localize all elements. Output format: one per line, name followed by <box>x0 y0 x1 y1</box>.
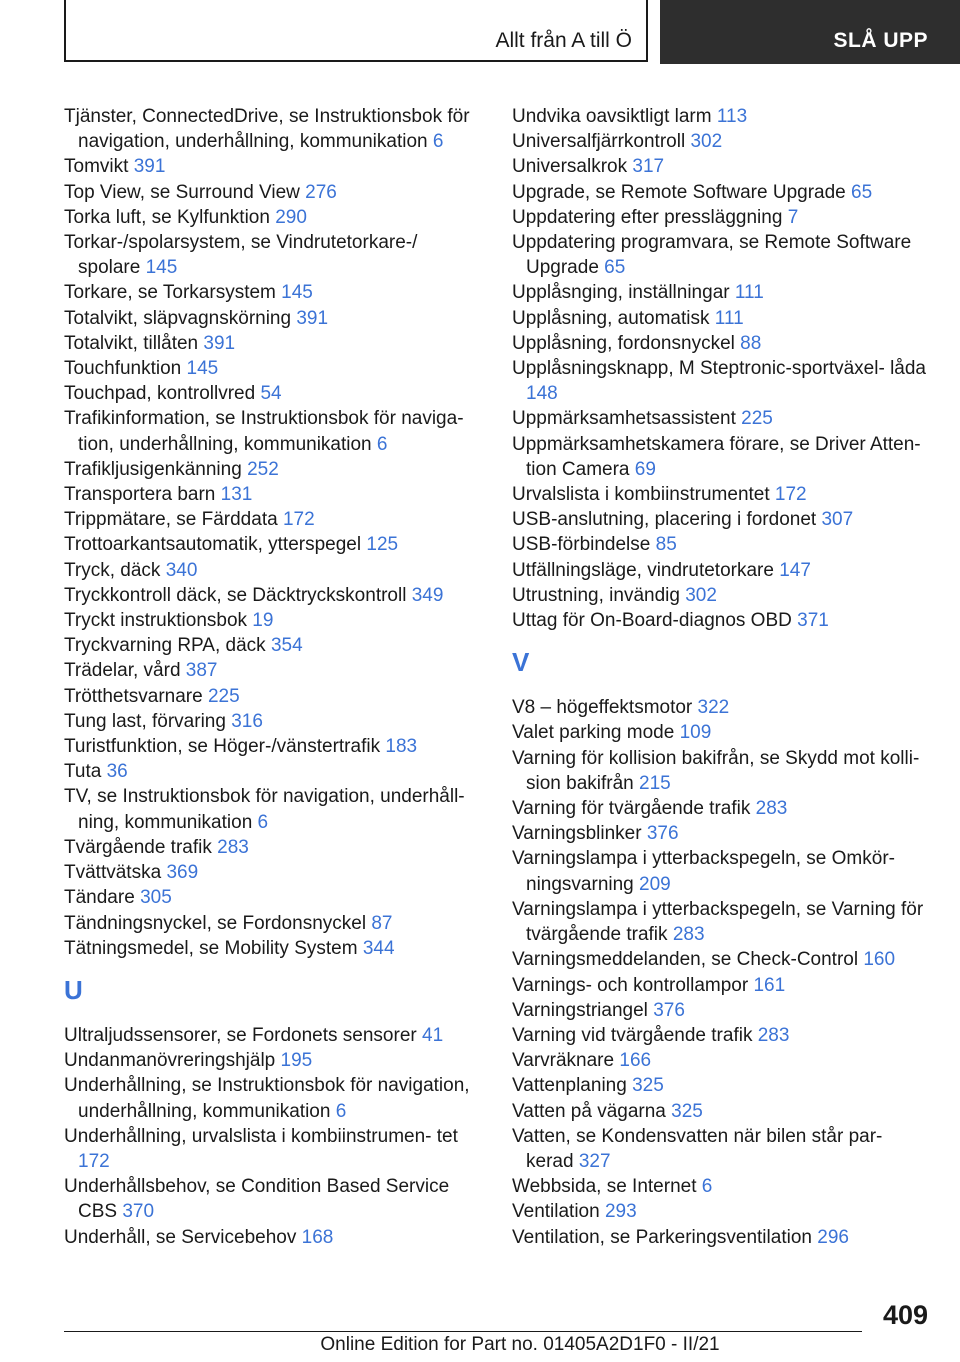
page-reference-link[interactable]: 88 <box>740 332 762 354</box>
index-entry <box>512 746 930 796</box>
index-entry <box>512 720 930 745</box>
index-entry-text: Torkar-/spolarsystem, se Vindrutetorkare-/ spolare <box>64 232 418 279</box>
page-reference-link[interactable]: 172 <box>282 509 315 531</box>
index-entry <box>512 306 930 331</box>
index-entry-text: Tändare <box>64 887 135 909</box>
index-entry <box>64 205 482 230</box>
index-entry-text: USB-anslutning, placering i fordonet <box>512 509 817 531</box>
index-entry <box>64 784 482 834</box>
index-entry-text: Tryckvarning RPA, däck <box>64 635 266 657</box>
index-entry <box>64 154 482 179</box>
page-reference-link[interactable]: 7 <box>787 206 799 228</box>
index-entry-text: Turistfunktion, se Höger-/vänstertrafik <box>64 736 381 758</box>
index-entry-text: Trippmätare, se Färddata <box>64 509 278 531</box>
index-entry-text: Upplåsnging, inställningar <box>512 282 730 304</box>
page-reference-link[interactable]: 6 <box>701 1176 713 1198</box>
page-reference-link[interactable]: 391 <box>133 156 166 178</box>
index-entry-text: Tändningsnyckel, se Fordonsnyckel <box>64 912 367 934</box>
index-column-right <box>512 104 930 1250</box>
index-entry-text: Urvalslista i kombiinstrumentet <box>512 484 770 506</box>
page-reference-link[interactable]: 391 <box>296 307 329 329</box>
page-reference-link[interactable]: 145 <box>281 282 313 304</box>
page-reference-link[interactable]: 370 <box>122 1201 155 1223</box>
index-entry <box>512 583 930 608</box>
page-reference-link[interactable]: 290 <box>275 206 307 228</box>
index-entry-text: Upplåsningsknapp, M Steptronic-sportväxel- låda <box>512 358 926 380</box>
index-entry <box>64 1073 482 1123</box>
index-entry <box>512 947 930 972</box>
page-reference-link[interactable]: 369 <box>166 862 199 884</box>
index-entry-text: Touchpad, kontrollvred <box>64 383 256 405</box>
page-reference-link[interactable]: 6 <box>335 1100 347 1122</box>
index-entry <box>512 608 930 633</box>
page-reference-link[interactable]: 6 <box>432 131 444 153</box>
top-navigation-bar <box>64 0 960 66</box>
index-entry <box>64 457 482 482</box>
page-reference-link[interactable]: 85 <box>655 534 677 556</box>
index-entry-text: Tätningsmedel, se Mobility System <box>64 937 358 959</box>
page-reference-link[interactable]: 302 <box>685 584 717 606</box>
page-reference-link[interactable]: 225 <box>741 408 773 430</box>
index-entry <box>512 1124 930 1174</box>
index-entry-text: Upplåsning, automatisk <box>512 307 710 329</box>
lookup-button[interactable] <box>660 0 960 64</box>
index-entry <box>64 356 482 381</box>
page-reference-link[interactable]: 316 <box>231 710 263 732</box>
index-entry <box>512 280 930 305</box>
page-reference-link[interactable]: 371 <box>797 610 829 632</box>
index-entry-text: Underhåll, se Servicebehov <box>64 1226 297 1248</box>
index-entry <box>64 180 482 205</box>
index-entry-text: Underhållning, se Instruktionsbok för navigation, underhållning, kommunikation <box>64 1075 470 1122</box>
index-entry-text: Tuta <box>64 761 102 783</box>
index-entry <box>64 1174 482 1224</box>
index-entry <box>512 695 930 720</box>
page-reference-link[interactable]: 109 <box>679 722 712 744</box>
index-entry-text: Touchfunktion <box>64 358 182 380</box>
index-entry-text: Varningstriangel <box>512 999 648 1021</box>
page-reference-link[interactable]: 41 <box>422 1024 444 1046</box>
index-entry-text: Webbsida, se Internet <box>512 1176 697 1198</box>
index-entry <box>64 911 482 936</box>
index-entry-text: Trafikinformation, se Instruktionsbok för naviga- tion, underhållning, kommunikation <box>64 408 464 455</box>
page-reference-link[interactable]: 195 <box>280 1050 313 1072</box>
index-entry <box>64 482 482 507</box>
page-reference-link[interactable]: 209 <box>639 873 671 895</box>
page-reference-link[interactable]: 131 <box>220 484 253 506</box>
page-reference-link[interactable]: 325 <box>671 1100 703 1122</box>
page-reference-link[interactable]: 376 <box>646 823 679 845</box>
index-entry <box>512 1048 930 1073</box>
index-entry <box>512 532 930 557</box>
index-entry-text: Universalkrok <box>512 156 628 178</box>
index-entry <box>64 709 482 734</box>
page-reference-link[interactable]: 69 <box>634 458 656 480</box>
index-entry-text: Upplåsning, fordonsnyckel <box>512 332 735 354</box>
page-reference-link[interactable]: 305 <box>140 887 172 909</box>
page-reference-link[interactable]: 172 <box>774 484 807 506</box>
page-reference-link[interactable]: 387 <box>185 660 218 682</box>
page-reference-link[interactable]: 65 <box>851 181 873 203</box>
index-entry <box>512 897 930 947</box>
index-entry <box>512 973 930 998</box>
index-entry-text: Trottoarkantsautomatik, ytterspegel <box>64 534 362 556</box>
page-reference-link[interactable]: 65 <box>604 257 626 279</box>
index-entry <box>64 558 482 583</box>
index-entry <box>512 432 930 482</box>
lookup-button-label: SLÅ UPP <box>833 29 928 52</box>
index-entry <box>512 406 930 431</box>
index-entry <box>64 633 482 658</box>
page-reference-link[interactable]: 215 <box>639 772 671 794</box>
index-entry <box>512 998 930 1023</box>
page-reference-link[interactable]: 111 <box>734 282 764 304</box>
index-entry <box>512 821 930 846</box>
index-entry-text: Varvräknare <box>512 1050 615 1072</box>
page-reference-link[interactable]: 283 <box>757 1024 790 1046</box>
page-reference-link[interactable]: 125 <box>366 534 399 556</box>
page-reference-link[interactable]: 148 <box>526 383 558 405</box>
index-entry-text: Universalfjärrkontroll <box>512 131 686 153</box>
index-entry-text: Utrustning, invändig <box>512 584 680 606</box>
page-reference-link[interactable]: 111 <box>714 307 744 329</box>
index-entry-text: Undanmanövreringshjälp <box>64 1050 276 1072</box>
index-entry-text: Transportera barn <box>64 484 216 506</box>
page-reference-link[interactable]: 276 <box>305 181 337 203</box>
index-entry <box>512 331 930 356</box>
page-reference-link[interactable]: 147 <box>779 559 811 581</box>
index-entry-text: Underhållning, urvalslista i kombiinstrumen- tet <box>64 1125 458 1147</box>
page-reference-link[interactable]: 302 <box>690 131 723 153</box>
page-reference-link[interactable]: 225 <box>207 685 240 707</box>
index-entry-text: Trädelar, vård <box>64 660 181 682</box>
page-reference-link[interactable]: 6 <box>376 433 388 455</box>
index-entry-text: Varningslampa i ytterbackspegeln, se Varning för tvärgående trafik <box>512 898 924 946</box>
index-entry-text: Varningslampa i ytterbackspegeln, se Omkör- ningsvarning <box>512 848 895 895</box>
index-entry <box>512 154 930 179</box>
index-entry-text: Varning vid tvärgående trafik <box>512 1024 753 1046</box>
index-entry <box>512 482 930 507</box>
index-entry <box>512 1023 930 1048</box>
page-reference-link[interactable]: 54 <box>260 383 282 405</box>
section-label: Allt från A till Ö <box>495 29 632 52</box>
page-reference-link[interactable]: 283 <box>755 798 788 820</box>
index-entry-text: Totalvikt, släpvagnskörning <box>64 307 292 329</box>
index-entry-text: Top View, se Surround View <box>64 181 300 203</box>
index-entry <box>64 1225 482 1250</box>
page-number: 409 <box>882 1300 928 1330</box>
footer-divider <box>64 1331 862 1332</box>
index-entry-text: Varnings- och kontrollampor <box>512 974 749 996</box>
index-entry-text: Vatten på vägarna <box>512 1100 666 1122</box>
page-reference-link[interactable]: 6 <box>257 811 269 833</box>
index-entry <box>64 608 482 633</box>
index-entry-text: Tryckkontroll däck, se Däcktryckskontroll <box>64 584 407 606</box>
index-entry <box>64 860 482 885</box>
index-entry-text: Upgrade, se Remote Software Upgrade <box>512 181 846 203</box>
index-entry <box>64 306 482 331</box>
index-entry <box>512 558 930 583</box>
index-entry <box>512 1073 930 1098</box>
index-entry <box>64 230 482 280</box>
index-entry-text: Uppdatering programvara, se Remote Software Upgrade <box>512 232 912 279</box>
index-entry-text: Tryckt instruktionsbok <box>64 610 248 632</box>
index-entry-text: TV, se Instruktionsbok för navigation, underhåll- ning, kommunikation <box>64 786 465 833</box>
index-entry <box>64 381 482 406</box>
index-entry-text: Varning för kollision bakifrån, se Skydd mot kolli- sion bakifrån <box>512 747 920 794</box>
index-entry <box>512 1199 930 1224</box>
index-entry <box>64 331 482 356</box>
index-entry-text: Torkare, se Torkarsystem <box>64 282 276 304</box>
page-reference-link[interactable]: 183 <box>385 736 418 758</box>
index-column-left <box>64 104 482 1250</box>
page-reference-link[interactable]: 354 <box>270 635 303 657</box>
index-entry-text: Vattenplaning <box>512 1075 627 1097</box>
page-reference-link[interactable]: 36 <box>106 761 128 783</box>
index-entry-text: Uppdatering efter pressläggning <box>512 206 783 228</box>
index-entry <box>64 532 482 557</box>
index-entry-text: Valet parking mode <box>512 722 675 744</box>
page-reference-link[interactable]: 344 <box>362 937 395 959</box>
index-entry-text: Utfällningsläge, vindrutetorkare <box>512 559 774 581</box>
index-entry-text: Trafikljusigenkänning <box>64 458 242 480</box>
page-reference-link[interactable]: 166 <box>619 1050 652 1072</box>
page-reference-link[interactable]: 349 <box>411 584 444 606</box>
index-entry-text: Varningsblinker <box>512 823 642 845</box>
page-reference-link[interactable]: 322 <box>697 697 730 719</box>
index-entry-text: Ultraljudssensorer, se Fordonets sensorer <box>64 1024 417 1046</box>
page-reference-link[interactable]: 113 <box>716 106 748 127</box>
index-letter-heading: U <box>64 974 83 1005</box>
index-entry <box>64 406 482 456</box>
index-entry-text: Tvättvätska <box>64 862 162 884</box>
section-tab[interactable] <box>64 0 648 62</box>
index-entry-text: Undvika oavsiktligt larm <box>512 106 712 127</box>
index-entry-text: Tomvikt <box>64 156 129 178</box>
index-entry-text: V8 – högeffektsmotor <box>512 697 693 719</box>
index-entry-text: Tjänster, ConnectedDrive, se Instruktionsbok för navigation, underhållning, kommunikation <box>64 106 470 153</box>
page-reference-link[interactable]: 293 <box>604 1201 637 1223</box>
index-entry <box>64 583 482 608</box>
page-reference-link[interactable]: 340 <box>165 559 198 581</box>
index-entry-text: Uttag för On-Board-diagnos OBD <box>512 610 792 632</box>
index-entry <box>64 280 482 305</box>
page-reference-link[interactable]: 307 <box>821 509 854 531</box>
index-entry <box>64 1124 482 1174</box>
index-entry <box>512 104 930 129</box>
page-reference-link[interactable]: 161 <box>753 974 786 996</box>
index-entry-text: Tung last, förvaring <box>64 710 226 732</box>
index-entry-text: Underhållsbehov, se Condition Based Service CBS <box>64 1176 450 1223</box>
page-reference-link[interactable]: 283 <box>217 836 249 858</box>
index-entry <box>512 129 930 154</box>
page-reference-link[interactable]: 296 <box>817 1226 849 1248</box>
index-entry <box>64 936 482 961</box>
page-reference-link[interactable]: 391 <box>203 332 236 354</box>
index-entry <box>64 734 482 759</box>
page-reference-link[interactable]: 160 <box>863 949 896 971</box>
index-entry <box>512 205 930 230</box>
index-entry-text: Uppmärksamhetskamera förare, se Driver Atten- tion Camera <box>512 433 921 480</box>
page-reference-link[interactable]: 145 <box>145 257 178 279</box>
index-entry <box>512 1225 930 1250</box>
page-reference-link[interactable]: 327 <box>578 1150 611 1172</box>
index-entry-text: Tryck, däck <box>64 559 161 581</box>
page-reference-link[interactable]: 252 <box>247 458 279 480</box>
index-entry-text: Ventilation <box>512 1201 600 1223</box>
index-entry-text: Tvärgående trafik <box>64 836 212 858</box>
index-entry-text: Varningsmeddelanden, se Check-Control <box>512 949 859 971</box>
index-entry-text: Ventilation, se Parkeringsventilation <box>512 1226 812 1248</box>
index-entry-text: Uppmärksamhetsassistent <box>512 408 736 430</box>
index-entry <box>64 885 482 910</box>
index-entry-text: Varning för tvärgående trafik <box>512 798 751 820</box>
index-entry <box>64 835 482 860</box>
page-reference-link[interactable]: 376 <box>653 999 685 1021</box>
index-entry-text: Vatten, se Kondensvatten när bilen står par- kerad <box>512 1125 883 1172</box>
index-entry-text: USB-förbindelse <box>512 534 651 556</box>
index-entry <box>64 1048 482 1073</box>
index-entry-text: Trötthetsvarnare <box>64 685 203 707</box>
index-entry <box>64 1023 482 1048</box>
index-entry <box>64 507 482 532</box>
index-entry <box>64 684 482 709</box>
page-reference-link[interactable]: 172 <box>78 1150 110 1172</box>
page-reference-link[interactable]: 317 <box>632 156 665 178</box>
index-entry <box>512 356 930 406</box>
index-entry-text: Torka luft, se Kylfunktion <box>64 206 270 228</box>
index-entry <box>64 658 482 683</box>
edition-footer: Online Edition for Part no. 01405A2D1F0 - II/21 <box>320 1334 720 1355</box>
index-letter-heading: V <box>512 647 530 678</box>
index-entry <box>512 1174 930 1199</box>
page-reference-link[interactable]: 87 <box>371 912 393 934</box>
page-reference-link[interactable]: 325 <box>632 1075 664 1097</box>
index-entry-text: Totalvikt, tillåten <box>64 332 199 354</box>
index-entry <box>512 796 930 821</box>
page-reference-link[interactable]: 19 <box>252 610 274 632</box>
page-reference-link[interactable]: 145 <box>186 358 219 380</box>
index-entry <box>512 507 930 532</box>
index-entry <box>64 759 482 784</box>
index-entry <box>512 1099 930 1124</box>
index-entry <box>64 104 482 154</box>
index-entry <box>512 230 930 280</box>
page-reference-link[interactable]: 283 <box>672 924 705 946</box>
page-reference-link[interactable]: 168 <box>301 1226 334 1248</box>
index-entry <box>512 180 930 205</box>
index-entry <box>512 846 930 896</box>
